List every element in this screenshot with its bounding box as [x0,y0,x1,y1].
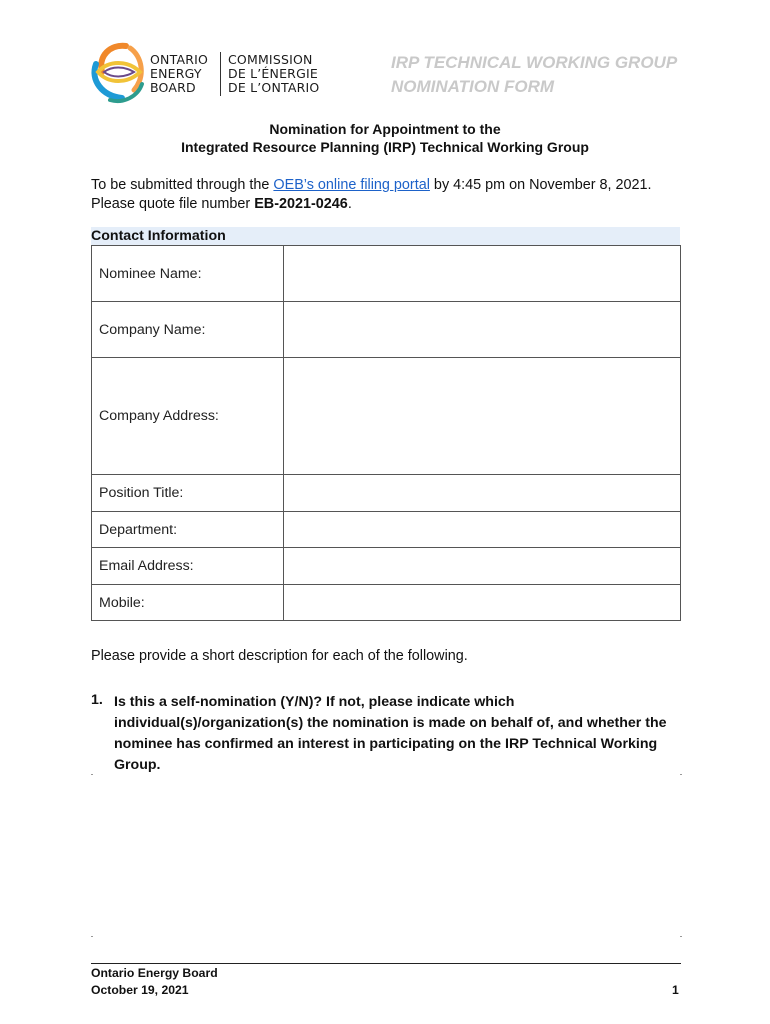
table-row [92,246,681,302]
question-1-text: Is this a self-nomination (Y/N)? If not, please indicate which individual(s)/organization(s) the nomination is made on behalf of, and whether the nominee has confirmed an interest in participating on the IRP Technical Working Group. [114,694,667,773]
intro-text: . [347,196,352,212]
table-row [92,475,681,512]
nominee-name-label: Nominee Name: [92,246,284,302]
logo-divider [220,52,221,96]
answer-area-corner-mark [680,936,682,937]
company-name-field[interactable] [284,302,681,358]
answer-area-corner-mark [680,774,682,775]
answer-area-corner-mark [91,774,93,775]
filing-portal-link[interactable]: OEB’s online filing portal [273,177,430,193]
logo-fr-line: DE L’ONTARIO [228,80,320,95]
file-number: EB-2021-0246 [254,196,348,212]
footer-divider [91,963,681,964]
logo-en-line: ENERGY [150,66,202,81]
intro-text: by 4:45 pm on November 8, 2021. Please quote file number [91,177,652,212]
answer-area-corner-mark [91,936,93,937]
intro-text: To be submitted through the [91,177,274,193]
mobile-field[interactable] [284,585,681,621]
logo-en-line: ONTARIO [150,52,209,67]
logo-wordmark-fr [228,53,319,95]
department-field[interactable] [284,512,681,548]
contact-heading: Contact Information [91,227,680,245]
department-label: Department: [92,512,284,548]
email-address-label: Email Address: [92,548,284,585]
logo-wordmark-en [150,53,208,95]
table-row [92,548,681,585]
question-1-number: 1. [91,692,103,708]
table-row [92,302,681,358]
page-number: 1 [672,983,679,997]
logo-fr-line: COMMISSION [228,52,313,67]
logo-en-line: BOARD [150,80,196,95]
company-address-label: Company Address: [92,358,284,475]
header-title-line1: IRP TECHNICAL WORKING GROUP [391,53,678,72]
table-row [92,585,681,621]
table-row [92,512,681,548]
oeb-logo-icon [88,42,148,104]
company-address-field[interactable] [284,358,681,475]
header-title-line2: NOMINATION FORM [391,77,555,96]
email-address-field[interactable] [284,548,681,585]
document-title-line1: Nomination for Appointment to the [269,121,501,137]
position-title-field[interactable] [284,475,681,512]
table-row [92,358,681,475]
contact-table [91,245,681,621]
logo-fr-line: DE L’ÉNERGIE [228,66,318,81]
nominee-name-field[interactable] [284,246,681,302]
company-name-label: Company Name: [92,302,284,358]
footer-date: October 19, 2021 [91,983,189,997]
position-title-label: Position Title: [92,475,284,512]
question-1-answer-area[interactable] [91,774,681,936]
document-title-line2: Integrated Resource Planning (IRP) Technical Working Group [181,139,589,155]
questions-prompt: Please provide a short description for each of the following. [91,648,468,664]
intro-paragraph [91,176,691,214]
footer-organization: Ontario Energy Board [91,966,218,980]
mobile-label: Mobile: [92,585,284,621]
